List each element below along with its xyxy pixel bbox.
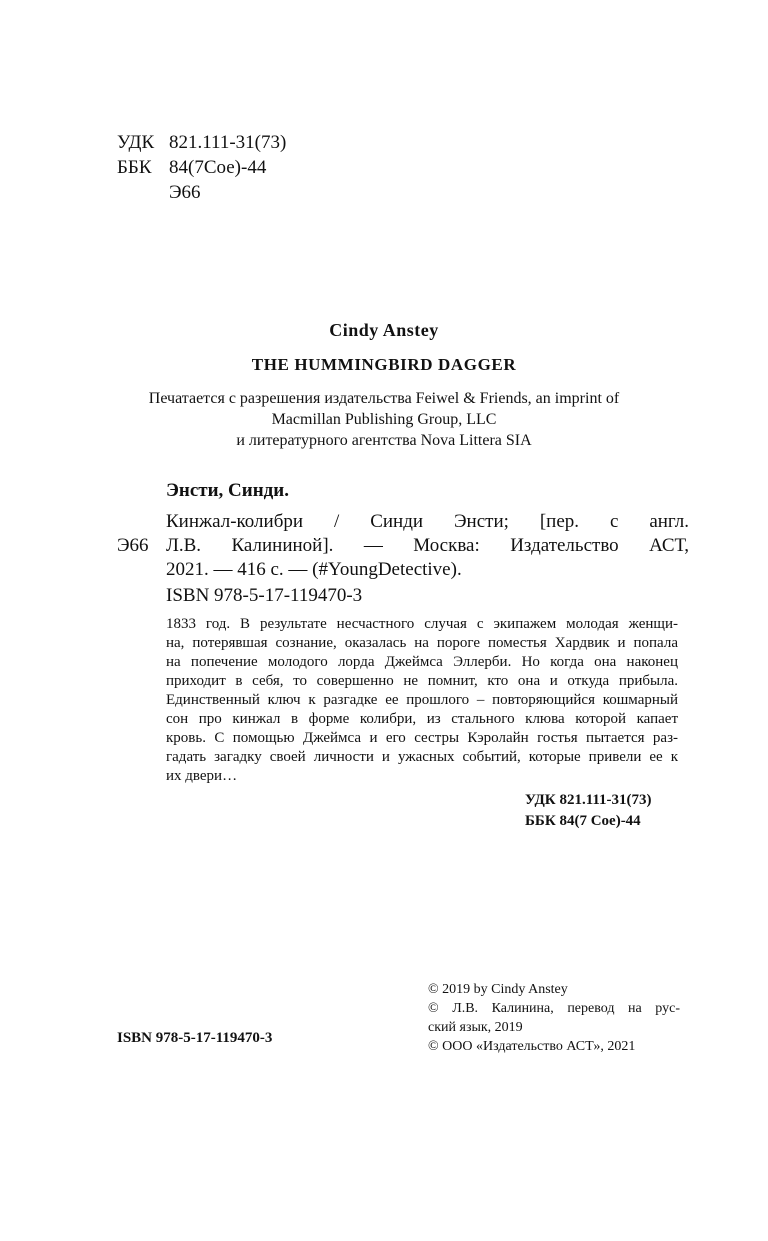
catalog-description [166, 510, 689, 582]
bottom-udk: УДК 821.111-31(73) [525, 792, 652, 808]
bottom-isbn: ISBN 978-5-17-119470-3 [117, 1030, 273, 1046]
annotation-line: на попечение молодого лорда Джеймса Эллерби. Но когда она наконец [166, 654, 678, 670]
author-code-row [117, 180, 286, 205]
copyright-line: © 2019 by Cindy Anstey [428, 982, 568, 997]
bbk-value: 84(7Сое)-44 [169, 157, 267, 178]
bbk-label: ББК [117, 157, 152, 178]
annotation [166, 615, 678, 786]
copyright-line: © Л.В. Калинина, перевод на рус- [428, 1001, 680, 1016]
copyright-block [428, 980, 680, 1056]
copyright-line: ский язык, 2019 [428, 1020, 523, 1035]
classification-codes [117, 130, 286, 205]
udk-value: 821.111-31(73) [169, 132, 287, 153]
permission-notice [60, 388, 708, 451]
author-code: Э66 [169, 182, 201, 203]
catalog-isbn: ISBN 978-5-17-119470-3 [166, 585, 363, 606]
original-title: THE HUMMINGBIRD DAGGER [251, 355, 517, 374]
permission-line: и литературного агентства Nova Littera SIA [236, 432, 532, 449]
catalog-line: Л.В. Калининой]. — Москва: Издательство АСТ, [166, 535, 689, 556]
annotation-line: приходит в себя, то совершенно не помнит, кто она и откуда прибыла. [166, 673, 678, 689]
catalog-author: Энсти, Синди. [166, 480, 289, 501]
annotation-line: сон про кинжал в форме колибри, из стального клюва которой капает [166, 711, 678, 727]
catalog-author-code: Э66 [117, 535, 149, 556]
annotation-line: на, потерявшая сознание, оказалась на пороге поместья Хардвик и попала [166, 635, 678, 651]
annotation-line: кровь. С помощью Джеймса и его сестры Кэролайн гостья пытается раз- [166, 730, 678, 746]
annotation-line: их двери… [166, 768, 238, 784]
bottom-classification [525, 790, 652, 832]
permission-line: Macmillan Publishing Group, LLC [271, 411, 497, 428]
annotation-line: гадать загадку своей личности и ужасных событий, которые привели ее к [166, 749, 678, 765]
original-author: Cindy Anstey [329, 320, 439, 340]
annotation-line: Единственный ключ к разгадке ее прошлого – повторяющийся кошмарный [166, 692, 678, 708]
bbk-row [117, 155, 286, 180]
copyright-line: © ООО «Издательство АСТ», 2021 [428, 1039, 636, 1054]
udk-row [117, 130, 286, 155]
permission-line: Печатается с разрешения издательства Feiwel & Friends, an imprint of [148, 390, 620, 407]
catalog-line: Кинжал-колибри / Синди Энсти; [пер. с англ. [166, 511, 689, 532]
udk-label: УДК [117, 132, 155, 153]
annotation-line: 1833 год. В результате несчастного случая с экипажем молодая женщи- [166, 616, 678, 632]
catalog-line: 2021. — 416 с. — (#YoungDetective). [166, 559, 462, 580]
bottom-bbk: ББК 84(7 Сое)-44 [525, 813, 641, 829]
